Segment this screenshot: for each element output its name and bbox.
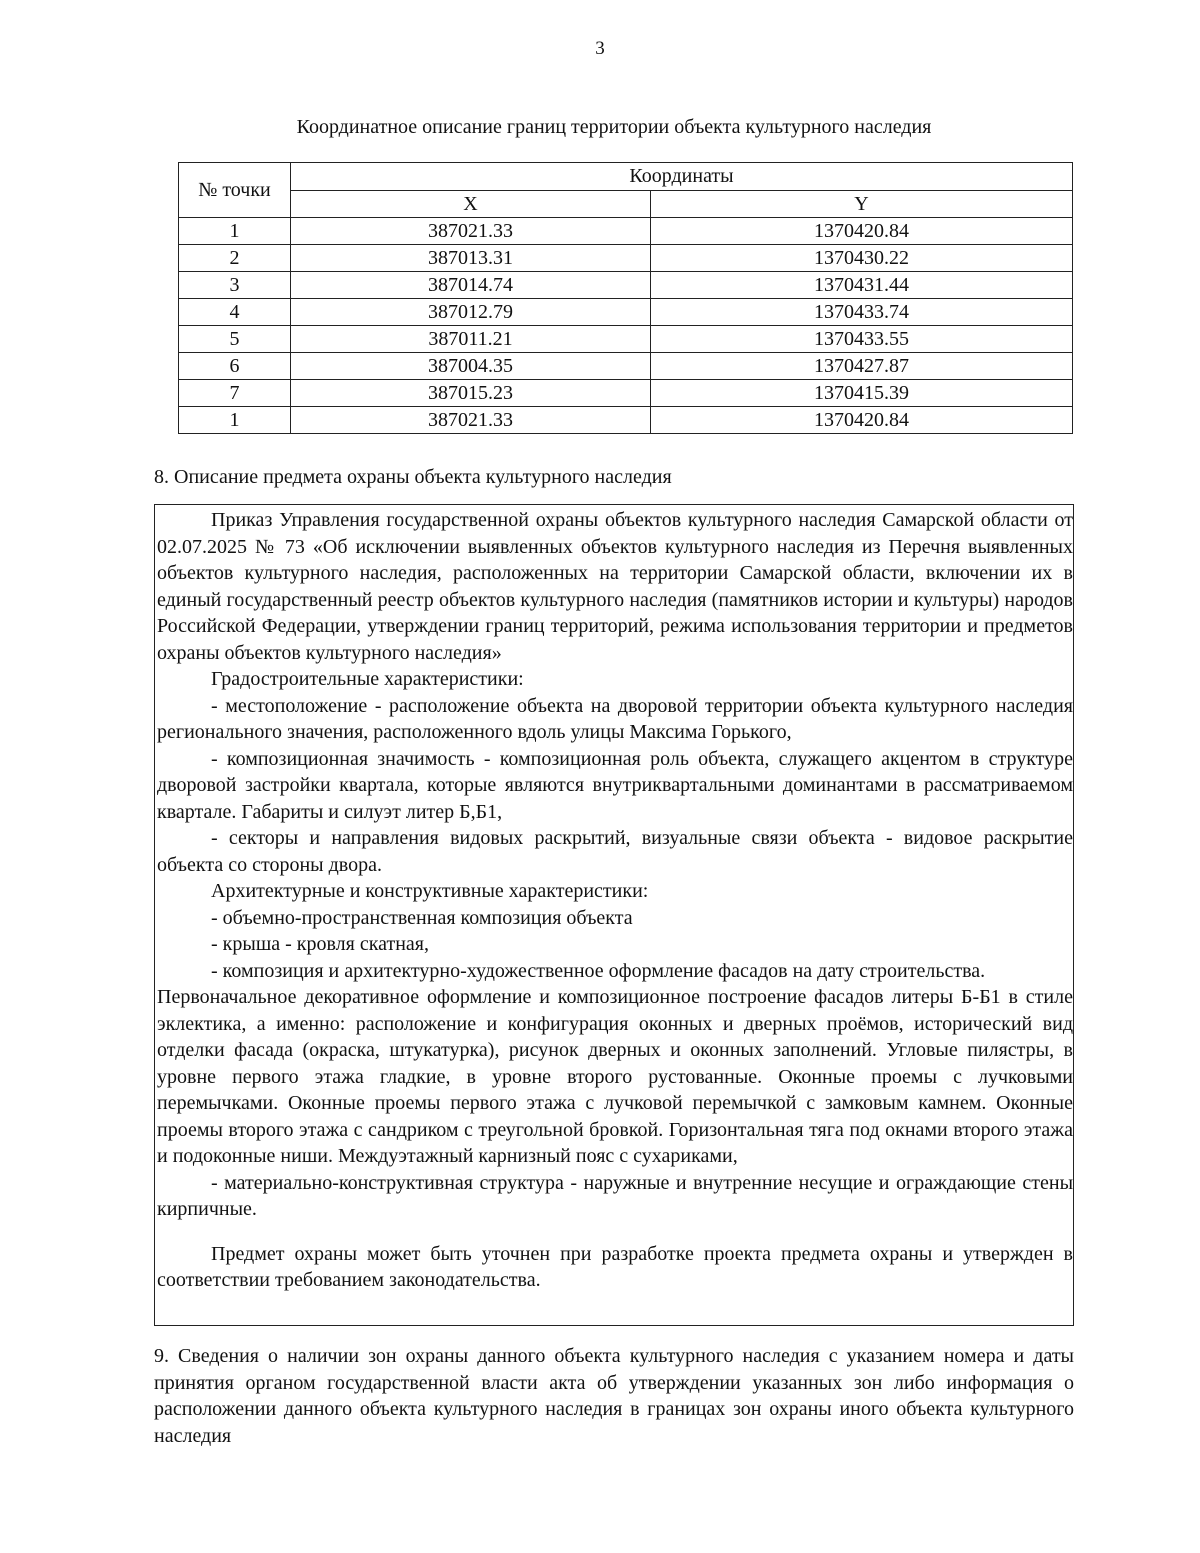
order-paragraph: Приказ Управления государственной охраны объектов культурного наследия Самарской области от 02.07.2025 № 73 «Об исключении выявленных объектов культурного наследия из Перечня выявленных объектов культурного наследия, расположенных на территории Самарской области, включении их в единый государственный реестр объектов культурного наследия (памятников истории и культуры) народов Российской Федерации, утверждении границ территорий, режима использования территории и предметов охраны объектов культурного наследия» <box>157 509 1073 664</box>
cell-y: 1370420.84 <box>651 407 1073 434</box>
header-y: Y <box>651 190 1073 218</box>
location-item: - местоположение - расположение объекта на дворовой территории объекта культурного наследия регионального значения, расположенного вдоль улицы Максима Горького, <box>157 694 1073 743</box>
coordinates-table <box>178 162 1073 434</box>
cell-x: 387014.74 <box>291 272 651 299</box>
cell-y: 1370430.22 <box>651 245 1073 272</box>
cell-point: 6 <box>179 353 291 380</box>
clarification-note: Предмет охраны может быть уточнен при разработке проекта предмета охраны и утвержден в соответствии требованием законодательства. <box>157 1242 1073 1291</box>
cell-y: 1370433.55 <box>651 326 1073 353</box>
cell-y: 1370433.74 <box>651 299 1073 326</box>
roof-item: - крыша - кровля скатная, <box>211 933 429 955</box>
table-row <box>179 218 1073 245</box>
protection-subject-box <box>154 504 1074 1326</box>
header-x: X <box>291 190 651 218</box>
cell-x: 387021.33 <box>291 407 651 434</box>
cell-point: 1 <box>179 218 291 245</box>
page-number: 3 <box>595 38 605 59</box>
table-row <box>179 245 1073 272</box>
cell-point: 2 <box>179 245 291 272</box>
cell-y: 1370427.87 <box>651 353 1073 380</box>
cell-x: 387021.33 <box>291 218 651 245</box>
table-row <box>179 353 1073 380</box>
facade-description: Первоначальное декоративное оформление и композиционное построение фасадов литеры Б-Б1 в стиле эклектика, а именно: расположение и конфигурация оконных и дверных проёмов, исторический вид отделки фасада (окраска, штукатурка), рисунок дверных и оконных заполнений. Угловые пилястры, в уровне первого этажа гладкие, в уровне второго рустованные. Оконные проемы с лучковыми перемычками. Оконные проемы первого этажа с лучковой перемычкой с замковым камнем. Оконные проемы второго этажа с сандриком с треугольной бровкой. Горизонтальная тяга под окнами второго этажа и подоконные ниши. Междуэтажный карнизный пояс с сухариками, <box>157 986 1073 1167</box>
cell-x: 387013.31 <box>291 245 651 272</box>
cell-point: 5 <box>179 326 291 353</box>
material-structure-item: - материально-конструктивная структура - наружные и внутренние несущие и ограждающие стены кирпичные. <box>157 1171 1073 1220</box>
table-title: Координатное описание границ территории объекта культурного наследия <box>296 116 932 138</box>
cell-point: 7 <box>179 380 291 407</box>
cell-x: 387011.21 <box>291 326 651 353</box>
header-point-number: № точки <box>179 163 291 218</box>
cell-x: 387015.23 <box>291 380 651 407</box>
table-row <box>179 299 1073 326</box>
table-row <box>179 326 1073 353</box>
cell-point: 3 <box>179 272 291 299</box>
cell-y: 1370431.44 <box>651 272 1073 299</box>
cell-x: 387004.35 <box>291 353 651 380</box>
facade-composition-item: - композиция и архитектурно-художественное оформление фасадов на дату строительства. <box>211 959 986 982</box>
table-row <box>179 407 1073 434</box>
section-8-heading: 8. Описание предмета охраны объекта культурного наследия <box>154 466 672 488</box>
cell-x: 387012.79 <box>291 299 651 326</box>
composition-significance-item: - композиционная значимость - композиционная роль объекта, служащего акцентом в структуре дворовой застройки квартала, которые являются внутриквартальными доминантами в рассматриваемом квартале. Габариты и силуэт литер Б,Б1, <box>157 747 1073 823</box>
cell-y: 1370415.39 <box>651 380 1073 407</box>
section-9-text: 9. Сведения о наличии зон охраны данного объекта культурного наследия с указанием номера и даты принятия органом государственной власти акта об утверждении указанных зон либо информация о расположении данного объекта культурного наследия в границах зон охраны иного объекта культурного наследия <box>154 1345 1074 1447</box>
table-row <box>179 380 1073 407</box>
urban-characteristics-heading: Градостроительные характеристики: <box>211 668 524 690</box>
cell-point: 1 <box>179 407 291 434</box>
cell-point: 4 <box>179 299 291 326</box>
header-coordinates: Координаты <box>291 163 1073 191</box>
view-sectors-item: - секторы и направления видовых раскрытий, визуальные связи объекта - видовое раскрытие объекта со стороны двора. <box>157 827 1073 876</box>
volume-composition-item: - объемно-пространственная композиция объекта <box>211 906 633 929</box>
architectural-characteristics-heading: Архитектурные и конструктивные характеристики: <box>211 880 649 902</box>
cell-y: 1370420.84 <box>651 218 1073 245</box>
table-row <box>179 272 1073 299</box>
